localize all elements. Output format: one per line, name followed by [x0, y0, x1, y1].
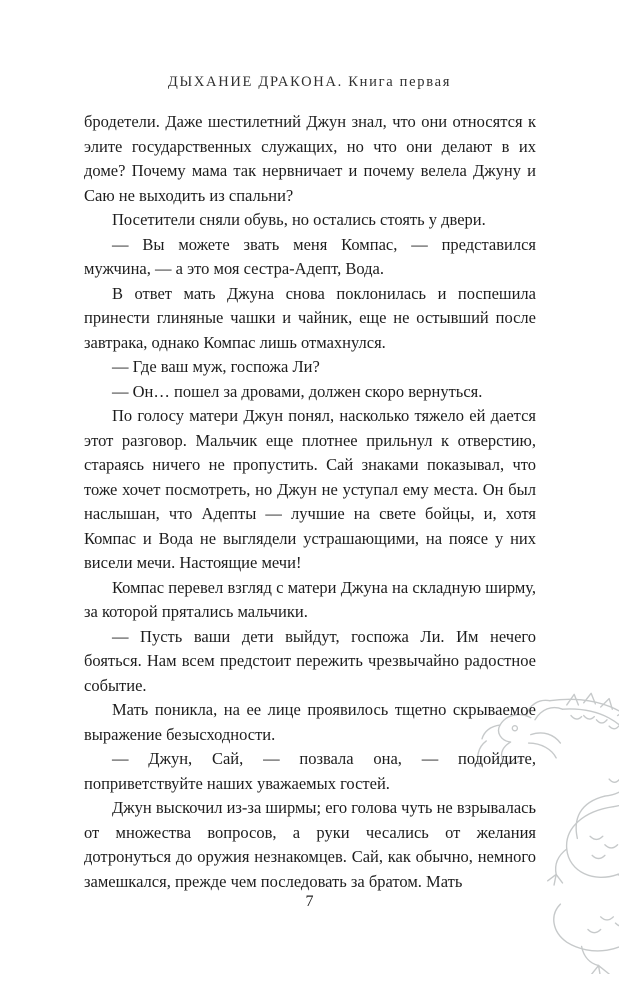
paragraph: Компас перевел взгляд с матери Джуна на складную ширму, за которой прятались мальчики.	[84, 577, 536, 621]
paragraph: Джун выскочил из-за ширмы; его голова чуть не взрывалась от множества вопросов, а руки чесались от желания дотронуться до оружия незнакомцев. Сай, как обычно, немного замешкался, прежде чем последовать за братом. Мать	[84, 798, 536, 891]
paragraph: Мать поникла, на ее лице проявилось тщетно скрываемое выражение безысходности.	[84, 700, 536, 744]
paragraph: — Вы можете звать меня Компас, — представился мужчина, — а это моя сестра-Адепт, Вода.	[84, 234, 536, 278]
body-text	[84, 110, 536, 894]
paragraph: По голосу матери Джун понял, насколько тяжело ей дается этот разговор. Мальчик еще плотнее прильнул к отверстию, стараясь ничего не пропустить. Сай знаками показывал, что тоже хочет посмотреть, но Джун не уступал ему места. Он был наслышан, что Адепты — лучшие на свете бойцы, и, хотя Компас и Вода не выглядели устрашающими, на поясе у них висели мечи. Настоящие мечи!	[84, 406, 536, 572]
paragraph: бродетели. Даже шестилетний Джун знал, что они относятся к элите государственных служащих, но что они делают в их доме? Почему мама так нервничает и почему велела Джуну и Саю не выходить из спальни?	[84, 112, 536, 205]
paragraph: — Он… пошел за дровами, должен скоро вернуться.	[112, 381, 483, 401]
page-number: 7	[305, 893, 314, 910]
paragraph: Посетители сняли обувь, но остались стоять у двери.	[112, 210, 486, 229]
paragraph: В ответ мать Джуна снова поклонилась и поспешила принести глиняные чашки и чайник, еще не остывший после завтрака, однако Компас лишь отмахнулся.	[84, 283, 536, 352]
running-header: ДЫХАНИЕ ДРАКОНА. Книга первая	[167, 74, 452, 90]
paragraph: — Где ваш муж, госпожа Ли?	[112, 357, 320, 376]
paragraph: — Джун, Сай, — позвала она, — подойдите, поприветствуйте наших уважаемых гостей.	[84, 749, 536, 793]
paragraph: — Пусть ваши дети выйдут, госпожа Ли. Им нечего бояться. Нам всем предстоит пережить чрезвычайно радостное событие.	[84, 626, 536, 695]
